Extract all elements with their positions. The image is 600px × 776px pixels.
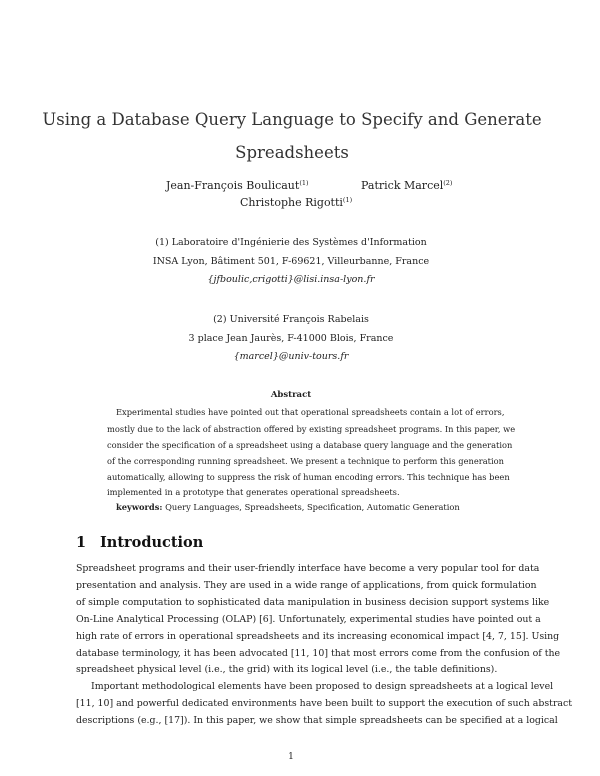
body-line: [11, 10] and powerful dedicated environments have been built to support the execution of such abstract: [76, 698, 573, 709]
author-name: Jean-François Boulicaut: [166, 179, 300, 192]
body-line: Important methodological elements have been proposed to design spreadsheets at a logical level: [91, 681, 554, 692]
abstract-line: consider the specification of a spreadsheet using a database query language and the generation: [107, 440, 513, 450]
keywords-list: Query Languages, Spreadsheets, Specification, Automatic Generation: [165, 502, 460, 512]
section-number: 1: [76, 534, 87, 551]
section-heading: [76, 534, 203, 551]
paper-title-line-1: Using a Database Query Language to Specify and Generate: [42, 110, 542, 129]
affiliation-1-email: [0, 274, 582, 285]
email-text: {marcel}@univ-tours.fr: [233, 351, 349, 362]
abstract-line: automatically, allowing to suppress the risk of human encoding errors. This technique has been: [107, 472, 510, 482]
affiliation-2-line-1: (2) Université François Rabelais: [213, 314, 369, 325]
author-name: Christophe Rigotti: [240, 196, 343, 209]
body-line: presentation and analysis. They are used in a wide range of applications, from quick formulation: [76, 580, 537, 591]
section-title: Introduction: [100, 534, 204, 551]
author-affiliation-mark: (2): [443, 179, 453, 187]
affiliation-2-line-2: 3 place Jean Jaurès, F-41000 Blois, France: [188, 333, 394, 344]
author-3: [240, 196, 352, 209]
affiliation-1-line-2: INSA Lyon, Bâtiment 501, F-69621, Villeurbanne, France: [152, 256, 430, 267]
body-line: On-Line Analytical Processing (OLAP) [6]. Unfortunately, experimental studies have pointed out a: [76, 614, 541, 625]
paper-title-line-2: Spreadsheets: [235, 143, 349, 162]
body-line: Spreadsheet programs and their user-friendly interface have become a very popular tool for data: [76, 563, 540, 574]
author-name: Patrick Marcel: [361, 179, 444, 192]
abstract-heading: Abstract: [270, 390, 312, 400]
body-line: of simple computation to sophisticated data manipulation in business decision support systems like: [76, 597, 550, 608]
body-line: descriptions (e.g., [17]). In this paper, we show that simple spreadsheets can be specified at a logical: [76, 715, 558, 726]
abstract-line: mostly due to the lack of abstraction offered by existing spreadsheet programs. In this paper, we: [107, 424, 516, 434]
author-affiliation-mark: (1): [299, 179, 309, 187]
author-1: [166, 179, 309, 192]
abstract-line: implemented in a prototype that generates operational spreadsheets.: [107, 487, 400, 497]
email-text: {jfboulic,crigotti}@lisi.insa-lyon.fr: [207, 274, 375, 285]
affiliation-2-email: [0, 351, 582, 362]
abstract-line: of the corresponding running spreadsheet. We present a technique to perform this generation: [107, 456, 504, 466]
body-line: spreadsheet physical level (i.e., the grid) with its logical level (i.e., the table definitions).: [76, 664, 498, 675]
author-2: [361, 179, 452, 192]
affiliation-1-line-1: (1) Laboratoire d'Ingénierie des Systèmes d'Information: [155, 237, 427, 248]
body-line: high rate of errors in operational spreadsheets and its increasing economical impact [4, 7, 15]. Using: [76, 631, 560, 642]
abstract-line: Experimental studies have pointed out that operational spreadsheets contain a lot of errors,: [116, 407, 505, 417]
keywords: [116, 502, 492, 512]
author-affiliation-mark: (1): [342, 196, 353, 204]
page-number: 1: [288, 752, 294, 762]
keywords-label: keywords:: [116, 502, 163, 512]
body-line: database terminology, it has been advocated [11, 10] that most errors come from the confusion of the: [76, 648, 561, 659]
